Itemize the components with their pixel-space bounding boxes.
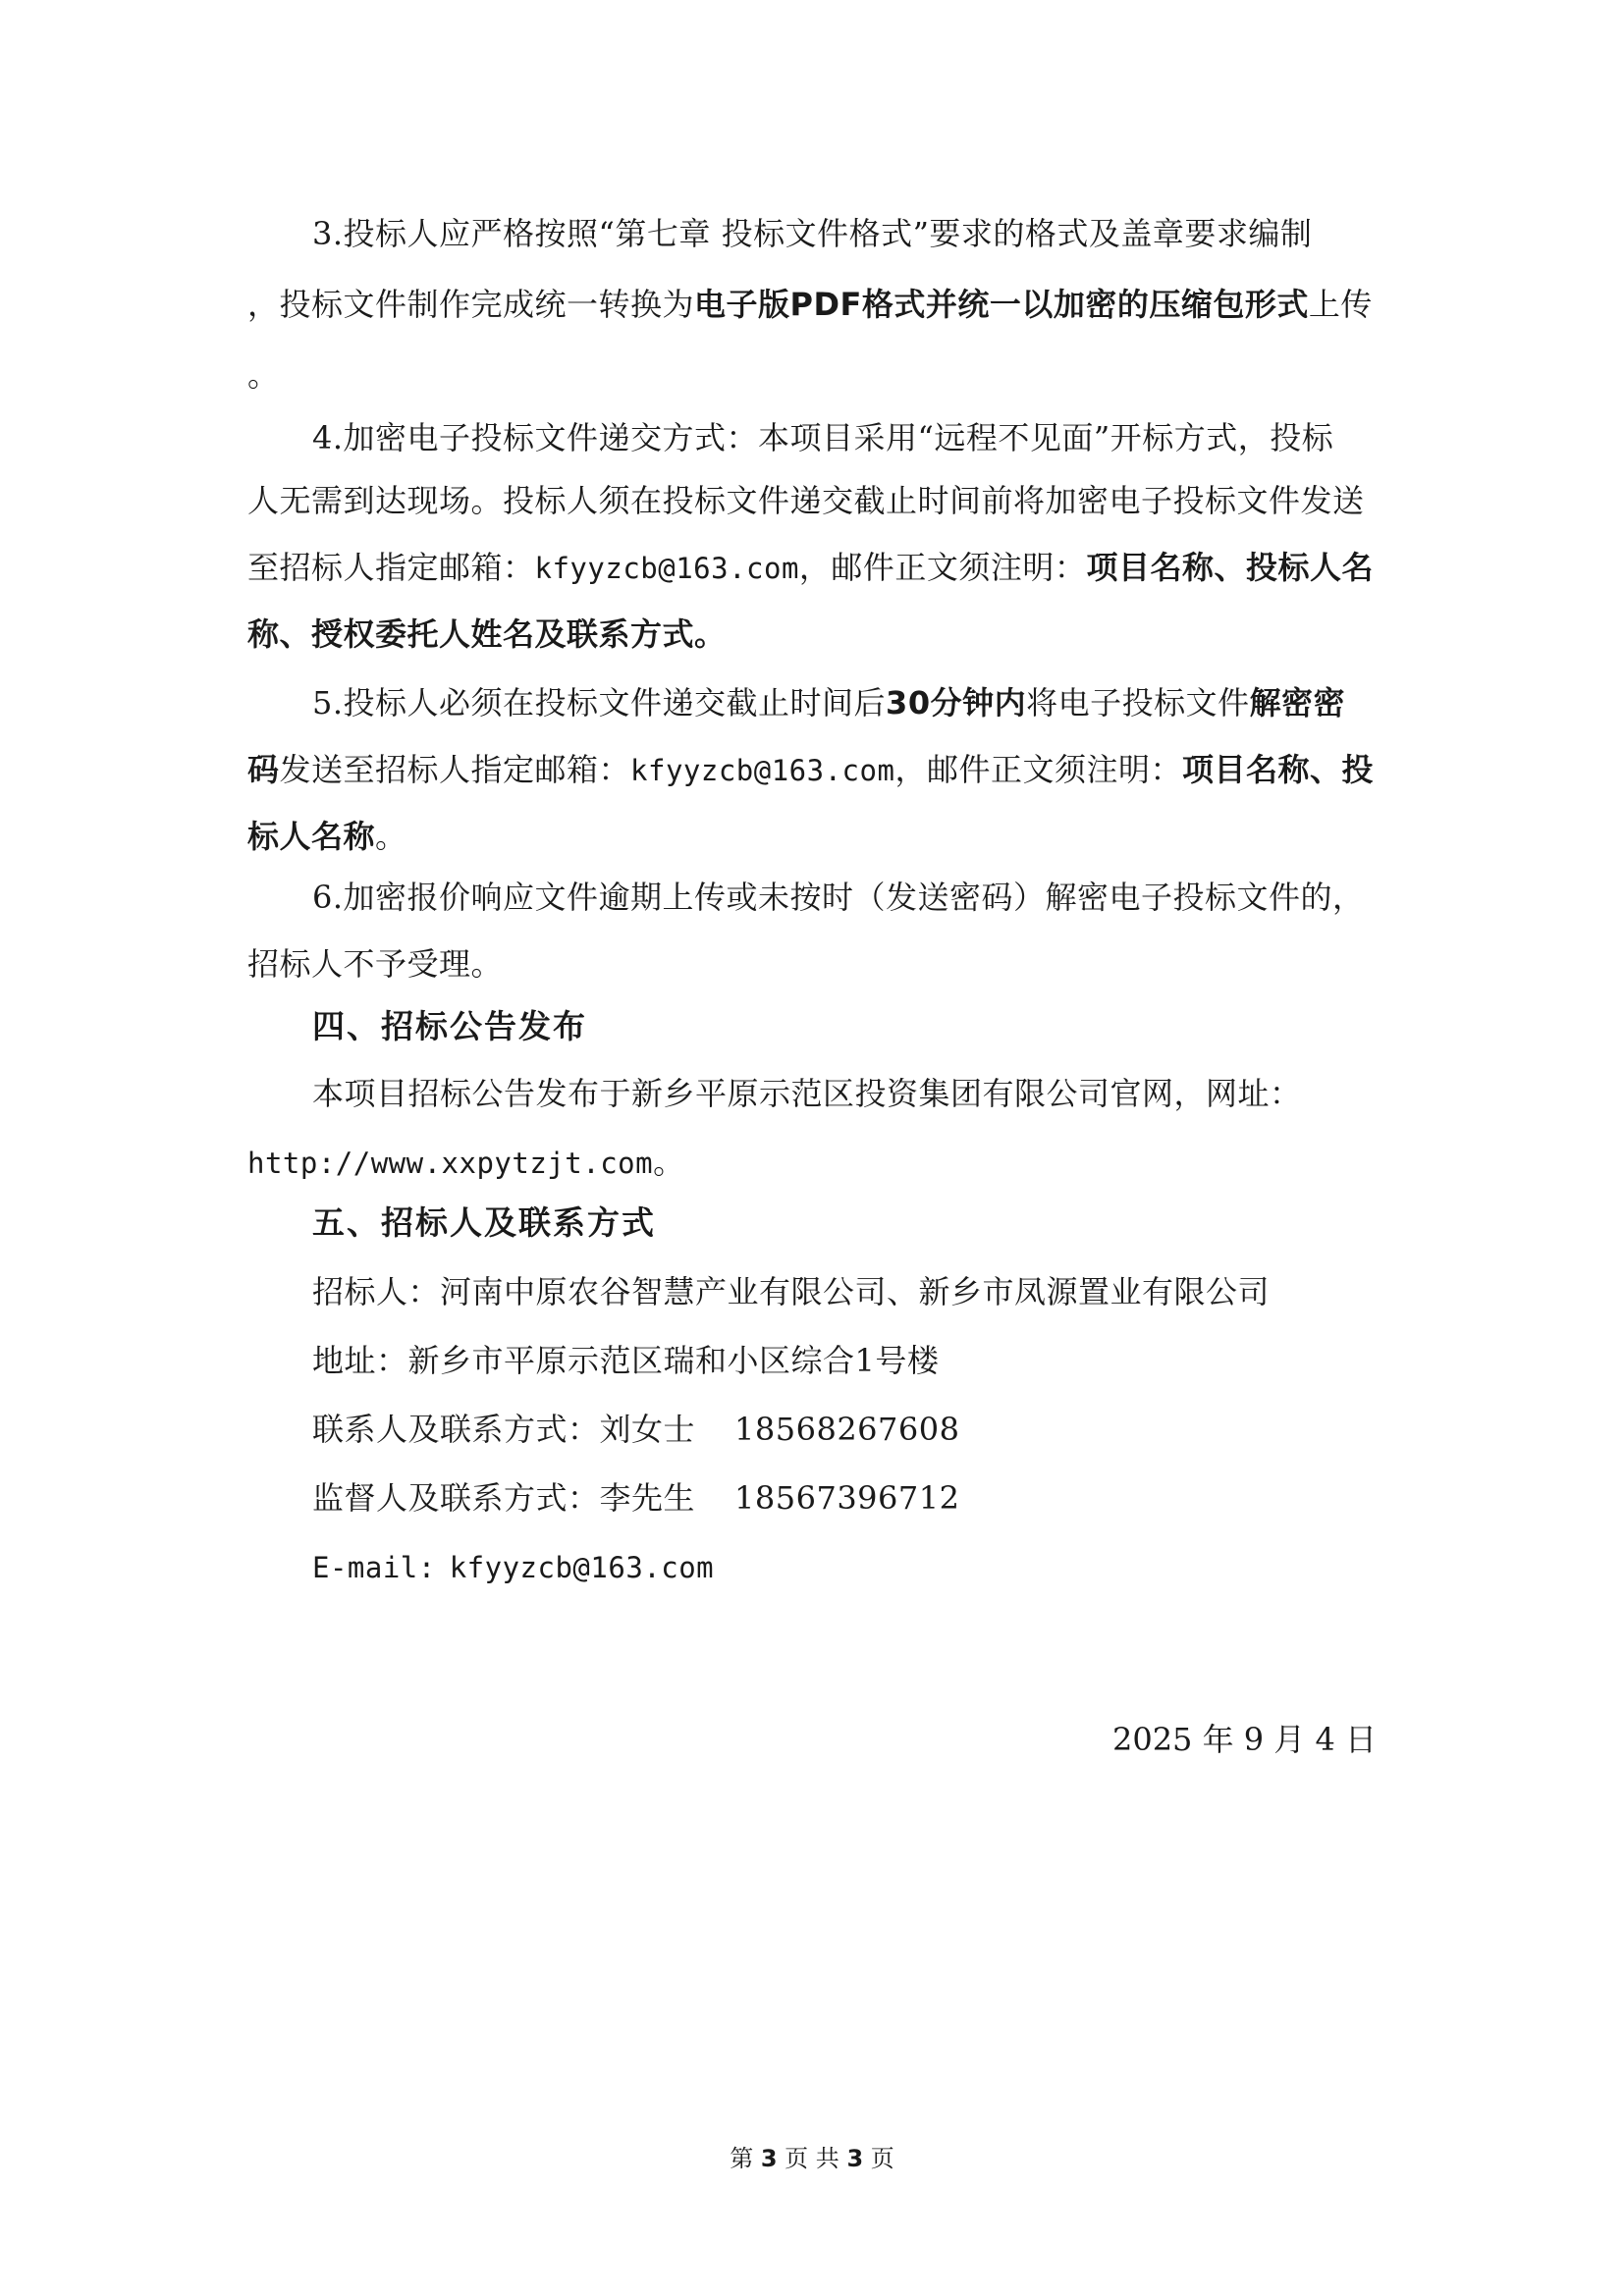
para4-text-1: 4.加密电子投标文件递交方式：本项目采用“远程不见面”开标方式，投标 [312,419,1334,456]
para3-line1 [312,214,1312,253]
para4-line3 [247,548,1374,588]
footer-page-number: 3 [760,2145,778,2172]
para3-text-2a: ，投标文件制作完成统一转换为 [247,286,695,323]
para5-line1 [312,683,1345,722]
para5-text-1d-bold: 解密密 [1249,684,1346,721]
address-text: 地址：新乡市平原示范区瑞和小区综合1号楼 [312,1342,940,1379]
para5-text-1a: 5.投标人必须在投标文件递交截止时间后 [312,684,887,721]
para4-line1 [312,418,1333,457]
tenderer-text: 招标人：河南中原农谷智慧产业有限公司、新乡市凤源置业有限公司 [312,1273,1271,1310]
tenderer-line [312,1272,1270,1311]
supervisor-line [312,1478,959,1518]
para6-text-2: 招标人不予受理。 [247,945,504,983]
para6-text-1: 6.加密报价响应文件逾期上传或未按时（发送密码）解密电子投标文件的， [312,879,1365,916]
para4-text-3a: 至招标人指定邮箱： [247,549,535,586]
para5-text-1c: 将电子投标文件 [1026,684,1250,721]
para3-text-2b-bold: 电子版PDF格式并统一以加密的压缩包形式 [694,286,1309,323]
para4-text-4-bold: 称、授权委托人姓名及联系方式。 [247,615,727,653]
para3-text-2c: 上传 [1308,286,1373,323]
supervisor-phone: 18567396712 [734,1479,960,1517]
section4-line2 [247,1143,685,1183]
para6-line2 [247,944,503,984]
footer-mid: 页 共 [785,2145,839,2172]
section4-text-1: 本项目招标公告发布于新乡平原示范区投资集团有限公司官网，网址： [312,1075,1302,1112]
para5-text-1b-bold: 30分钟内 [886,684,1027,721]
website-url: http://www.xxpytzjt.com [247,1147,654,1180]
para5-text-2b: 发送至招标人指定邮箱： [279,751,631,788]
para3-line3 [247,355,280,395]
para4-text-2: 人无需到达现场。投标人须在投标文件递交截止时间前将加密电子投标文件发送 [247,482,1365,519]
contact-phone: 18568267608 [734,1411,960,1448]
email-label: E-mail: [312,1551,436,1584]
email-address: kfyyzcb@163.com [449,1551,715,1584]
footer-post: 页 [870,2145,894,2172]
para6-line1 [312,878,1365,917]
section5-heading: 五、招标人及联系方式 [312,1203,656,1242]
para4-line2 [247,481,1365,520]
para5-line3 [247,817,407,856]
para5-text-2a-bold: 码 [247,751,280,788]
para5-email: kfyyzcb@163.com [630,754,895,787]
email-line [312,1547,714,1587]
para5-text-3a-bold: 标人名称 [247,818,376,855]
footer-total-pages: 3 [846,2145,864,2172]
para5-text-2d-bold: 项目名称、投 [1181,751,1374,788]
document-date: 2025 年 9 月 4 日 [1111,1721,1377,1758]
contact-label: 联系人及联系方式：刘女士 [312,1411,696,1448]
page-footer [0,2144,1624,2173]
section4-line1 [312,1074,1302,1113]
para4-email: kfyyzcb@163.com [534,552,799,585]
footer-pre: 第 [730,2145,754,2172]
para4-line4 [247,614,727,654]
para3-text-3: 。 [247,356,280,394]
para5-line2 [247,750,1374,790]
para3-text-1: 3.投标人应严格按照“第七章 投标文件格式”要求的格式及盖章要求编制 [312,215,1313,252]
para4-text-3c-bold: 项目名称、投标人名 [1086,549,1374,586]
section4-text-2-end: 。 [653,1144,685,1181]
contact-line [312,1410,959,1449]
para5-text-3b: 。 [375,818,407,855]
para5-text-2c: ，邮件正文须注明： [894,751,1182,788]
para3-line2 [247,285,1373,324]
address-line [312,1341,939,1380]
supervisor-label: 监督人及联系方式：李先生 [312,1479,696,1517]
para4-text-3b: ，邮件正文须注明： [798,549,1087,586]
section4-heading: 四、招标公告发布 [312,1007,587,1045]
